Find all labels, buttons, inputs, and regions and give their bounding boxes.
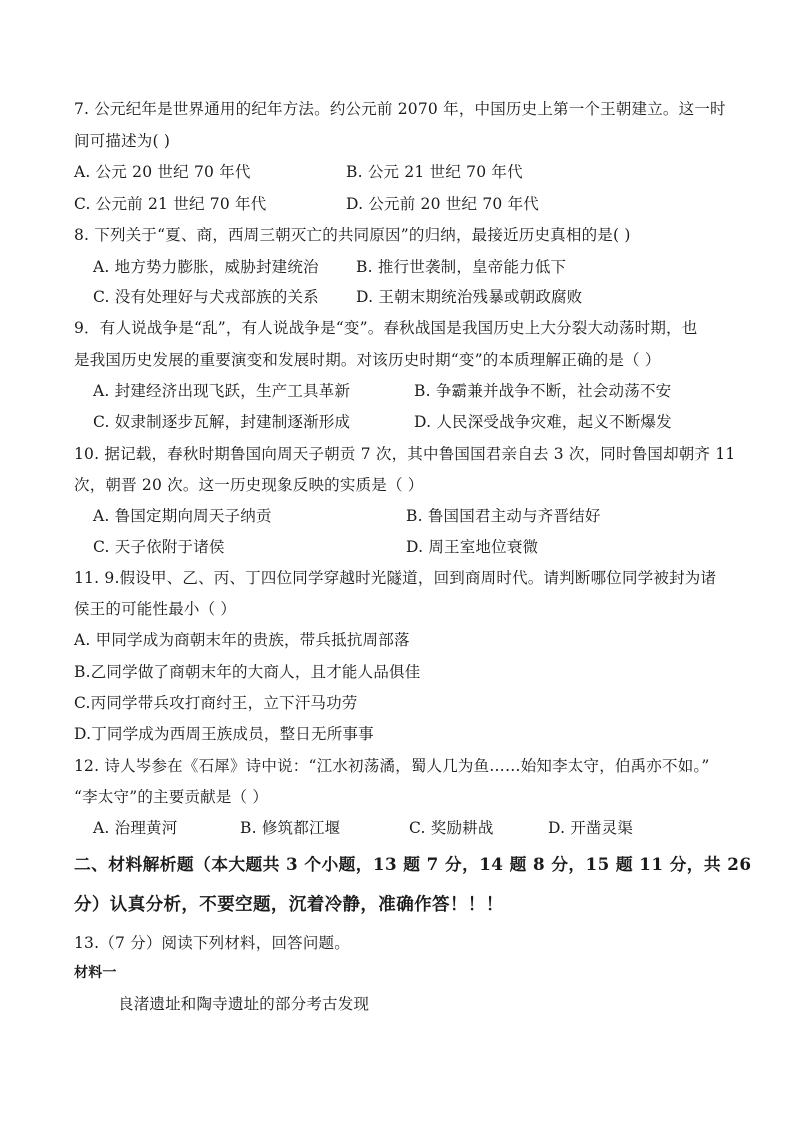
q11-stem-line2: 侯王的可能性最小（ ）: [74, 600, 237, 618]
q8-option-b: B. 推行世袭制，皇帝能力低下: [356, 258, 567, 276]
q10-option-a: A. 鲁国定期向周天子纳贡: [93, 507, 272, 525]
q11-option-b: B.乙同学做了商朝末年的大商人，且才能人品俱佳: [74, 663, 421, 681]
q8-option-a: A. 地方势力膨胀，威胁封建统治: [93, 258, 319, 276]
q9-stem-line1: 9．有人说战争是“乱”，有人说战争是“变”。春秋战国是我国历史上大分裂大动荡时期，也: [74, 319, 698, 337]
q12-stem-line2: “李太守”的主要贡献是（ ）: [74, 788, 269, 806]
q9-stem-line2: 是我国历史发展的重要演变和发展时期。对该历史时期“变”的本质理解正确的是（ ）: [74, 351, 661, 369]
q13-stem: 13.（7 分）阅读下列材料，回答问题。: [74, 934, 350, 952]
q10-stem-line1: 10. 据记载，春秋时期鲁国向周天子朝贡 7 次，其中鲁国国君亲自去 3 次，同时鲁国却朝齐 11: [74, 445, 736, 463]
q7-stem-line1: 7. 公元纪年是世界通用的纪年方法。约公元前 2070 年，中国历史上第一个王朝建立。这一时: [74, 100, 726, 118]
q12-option-d: D. 开凿灵渠: [548, 819, 634, 837]
q7-option-d: D. 公元前 20 世纪 70 年代: [346, 195, 539, 213]
section2-heading-line1: 二、材料解析题（本大题共 3 个小题，13 题 7 分，14 题 8 分，15 题 11 分，共 26: [74, 854, 752, 874]
q9-option-a: A. 封建经济出现飞跃，生产工具革新: [93, 382, 351, 400]
q12-option-c: C. 奖励耕战: [409, 819, 494, 837]
q7-option-a: A. 公元 20 世纪 70 年代: [74, 163, 251, 181]
q7-option-b: B. 公元 21 世纪 70 年代: [346, 163, 523, 181]
q13-material-title: 良渚遗址和陶寺遗址的部分考古发现: [118, 995, 370, 1013]
section2-heading-line2: 分）认真分析，不要空题，沉着冷静，准确作答！！！: [74, 895, 504, 915]
q12-option-b: B. 修筑都江堰: [240, 819, 341, 837]
q10-option-c: C. 天子依附于诸侯: [93, 538, 225, 556]
q7-option-c: C. 公元前 21 世纪 70 年代: [74, 195, 267, 213]
q9-option-c: C. 奴隶制逐步瓦解，封建制逐渐形成: [93, 413, 351, 431]
q10-stem-line2: 次，朝晋 20 次。这一历史现象反映的实质是（ ）: [74, 476, 424, 494]
q11-option-d: D.丁同学成为西周王族成员，整日无所事事: [74, 725, 374, 743]
q11-option-c: C.丙同学带兵攻打商纣王，立下汗马功劳: [74, 694, 358, 712]
q8-option-c: C. 没有处理好与犬戎部族的关系: [93, 288, 319, 306]
q8-option-d: D. 王朝末期统治残暴或朝政腐败: [356, 288, 583, 306]
q13-material-label: 材料一: [74, 965, 117, 981]
q9-option-d: D. 人民深受战争灾难，起义不断爆发: [414, 413, 672, 431]
q9-option-b: B. 争霸兼并战争不断，社会动荡不安: [414, 382, 672, 400]
q10-option-b: B. 鲁国国君主动与齐晋结好: [406, 507, 601, 525]
q10-option-d: D. 周王室地位衰微: [406, 538, 539, 556]
q11-stem-line1: 11. 9.假设甲、乙、丙、丁四位同学穿越时光隧道，回到商周时代。请判断哪位同学被封为诸: [74, 569, 717, 587]
q12-option-a: A. 治理黄河: [93, 819, 178, 837]
q11-option-a: A. 甲同学成为商朝末年的贵族，带兵抵抗周部落: [74, 631, 410, 649]
q8-stem: 8. 下列关于“夏、商，西周三朝灭亡的共同原因”的归纳，最接近历史真相的是( ): [74, 226, 631, 244]
q12-stem-line1: 12. 诗人岑参在《石犀》诗中说：“江水初荡潏，蜀人几为鱼……始知李太守，伯禹亦不如。”: [74, 757, 710, 775]
q7-stem-line2: 间可描述为( ): [74, 132, 171, 150]
